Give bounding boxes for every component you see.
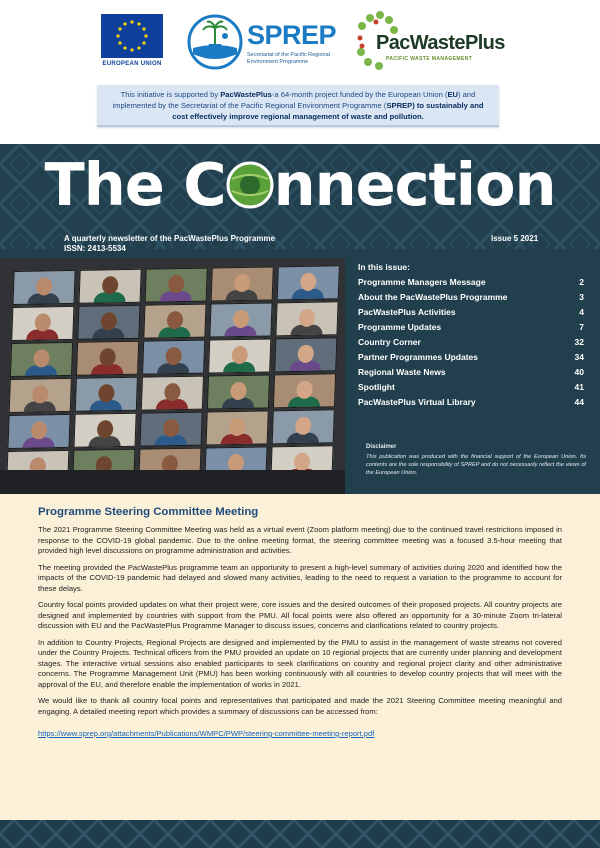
toc-label: About the PacWastePlus Programme <box>358 292 508 302</box>
toc-label: Programme Updates <box>358 322 442 332</box>
masthead <box>0 144 600 494</box>
participant-video-tile <box>142 340 205 375</box>
eu-label: EUROPEAN UNION <box>102 61 162 67</box>
participant-video-tile <box>7 414 70 449</box>
sprep-logo <box>187 12 342 72</box>
report-link[interactable]: https://www.sprep.org/attachments/Publications/WMPC/PWP/steering-committee-meeting-report.pdf <box>38 729 375 738</box>
participant-video-tile <box>73 413 136 448</box>
title-text-end: nnection <box>273 150 556 219</box>
support-eu: EU <box>447 90 459 99</box>
toc-label: Regional Waste News <box>358 367 446 377</box>
pacwasteplus-subtitle: PACIFIC WASTE MANAGEMENT <box>386 56 473 62</box>
toc-item[interactable] <box>358 397 590 412</box>
toc-label: Country Corner <box>358 337 421 347</box>
issue-number: Issue 5 2021 <box>491 234 539 243</box>
participant-video-tile <box>141 376 204 411</box>
toc-page: 7 <box>579 322 584 332</box>
zoom-meeting-photo <box>0 258 345 494</box>
participant-grid <box>6 265 345 487</box>
toc-item[interactable] <box>358 337 590 352</box>
participant-video-tile <box>12 270 75 305</box>
toc-item[interactable] <box>358 277 590 292</box>
support-text-3: ) and implemented by the Secretariat of the Pacific Regional Environment Programme ( <box>112 90 476 110</box>
toc-page: 41 <box>574 382 584 392</box>
toc-label: PacWastePlus Virtual Library <box>358 397 476 407</box>
participant-video-tile <box>209 302 272 337</box>
participant-video-tile <box>206 410 269 445</box>
disclaimer-heading: Disclaimer <box>366 444 397 450</box>
toc-item[interactable] <box>358 352 590 367</box>
toc-page: 44 <box>574 397 584 407</box>
article-paragraph: The meeting provided the PacWastePlus programme team an opportunity to present a high-level summary of activities during 2020 and identified how the impacts of the COVID-19 pandemic had delayed and slowed many activities, leading to the need to request a variation to the programme to account for these delays. <box>38 562 562 593</box>
disclaimer <box>366 444 586 477</box>
participant-video-tile <box>207 374 270 409</box>
toc-page: 4 <box>579 307 584 317</box>
pacwasteplus-name: PacWastePlus <box>376 32 505 54</box>
support-text-2: -a 64-month project funded by the European Union ( <box>271 90 448 99</box>
article-paragraph: We would like to thank all country focal points and representatives that participated and made the 2021 Steering Committee meeting meaningful and engaging. A detailed meeting report which provides a summary of discussions can be accessed from: <box>38 696 562 716</box>
disclaimer-text: This publication was produced with the financial support of the European Union. Its contents are the sole responsibility of SPREP and do not necessarily reflect the views of the European Union. <box>366 454 586 476</box>
participant-video-tile <box>11 306 74 341</box>
support-text-4: ) to sustainably and cost effectively improve regional management of waste and pollution. <box>172 101 484 121</box>
participant-video-tile <box>274 337 337 372</box>
support-statement <box>97 85 499 127</box>
table-of-contents <box>358 262 590 412</box>
footer-pattern-band <box>0 820 600 848</box>
participant-video-tile <box>272 409 335 444</box>
article-steering-committee <box>0 494 600 820</box>
masthead-tagline: A quarterly newsletter of the PacWastePlus Programme <box>64 234 276 243</box>
participant-video-tile <box>145 268 208 303</box>
toc-item[interactable] <box>358 292 590 307</box>
participant-video-tile <box>277 265 340 300</box>
participant-video-tile <box>208 338 271 373</box>
participant-video-tile <box>10 342 73 377</box>
support-text-1: This initiative is supported by <box>120 90 221 99</box>
pacwasteplus-logo <box>356 10 506 74</box>
sprep-emblem-icon <box>187 14 243 70</box>
toc-label: Spotlight <box>358 382 395 392</box>
toc-label: Programme Managers Message <box>358 277 486 287</box>
toc-label: PacWastePlus Activities <box>358 307 456 317</box>
toc-page: 3 <box>579 292 584 302</box>
participant-video-tile <box>273 373 336 408</box>
eu-logo <box>96 14 168 70</box>
zoom-toolbar <box>0 470 345 494</box>
participant-video-tile <box>75 377 138 412</box>
article-paragraph: In addition to Country Projects, Regional Projects are designed and implemented by the PMU to assist in the management of waste streams not covered under the Country Projects. Technical officers from the PMU provided an update on 10 regional projects that are currently under planning and development stages. The interactive virtual sessions also enabled participants to seek clarifications on country and regional project clarity and other administrative concerns. The Programme Management Unit (PMU) has been working continuously with all countries to develop country projects that will meet with the approval of the EU, and therefore enable the implementation of works in 2021. <box>38 637 562 689</box>
participant-video-tile <box>79 269 142 304</box>
toc-item[interactable] <box>358 322 590 337</box>
toc-page: 32 <box>574 337 584 347</box>
participant-video-tile <box>9 378 72 413</box>
toc-page: 2 <box>579 277 584 287</box>
support-sprep: SPREP <box>386 101 413 110</box>
masthead-subline <box>64 234 275 254</box>
participant-video-tile <box>140 412 203 447</box>
toc-label: Partner Programmes Updates <box>358 352 478 362</box>
participant-video-tile <box>76 341 139 376</box>
contents-heading: In this issue: <box>358 262 410 272</box>
participant-video-tile <box>143 304 206 339</box>
participant-video-tile <box>77 305 140 340</box>
globe-icon <box>226 161 274 209</box>
partner-logos <box>0 0 600 82</box>
masthead-issn: ISSN: 2413-5534 <box>64 244 126 253</box>
toc-page: 34 <box>574 352 584 362</box>
sprep-name: SPREP <box>247 20 337 50</box>
participant-video-tile <box>275 301 338 336</box>
article-paragraph: Country focal points provided updates on what their project were, core issues and the desired outcomes of their proposed projects. All country projects are designed and implemented by countries with support from the PMU. All focal points were also offered an opportunity for a 30-minute Zoom tri-lateral discussion with EU and the PacWastePlus Programme Manager to discuss issues, concerns and clarifications related to country projects. <box>38 600 562 630</box>
sprep-subtitle: Secretariat of the Pacific Regional Environment Programme <box>247 52 330 65</box>
eu-flag-icon <box>101 14 163 58</box>
toc-item[interactable] <box>358 367 590 382</box>
support-pwp: PacWastePlus <box>220 90 272 99</box>
title-text-start: The C <box>44 150 226 219</box>
participant-video-tile <box>211 266 274 301</box>
toc-page: 40 <box>574 367 584 377</box>
article-paragraph: The 2021 Programme Steering Committee Meeting was held as a virtual event (Zoom platform meeting) due to the continued travel restrictions imposed in response to the COVID-19 global pandemic. Due to the online meeting format, the steering committee meeting was a focused 3.5-hour meeting that provided high level discussions on programme administration and activities. <box>38 525 562 555</box>
article-heading: Programme Steering Committee Meeting <box>38 506 259 518</box>
toc-item[interactable] <box>358 382 590 397</box>
toc-item[interactable] <box>358 307 590 322</box>
newsletter-title <box>0 150 600 219</box>
